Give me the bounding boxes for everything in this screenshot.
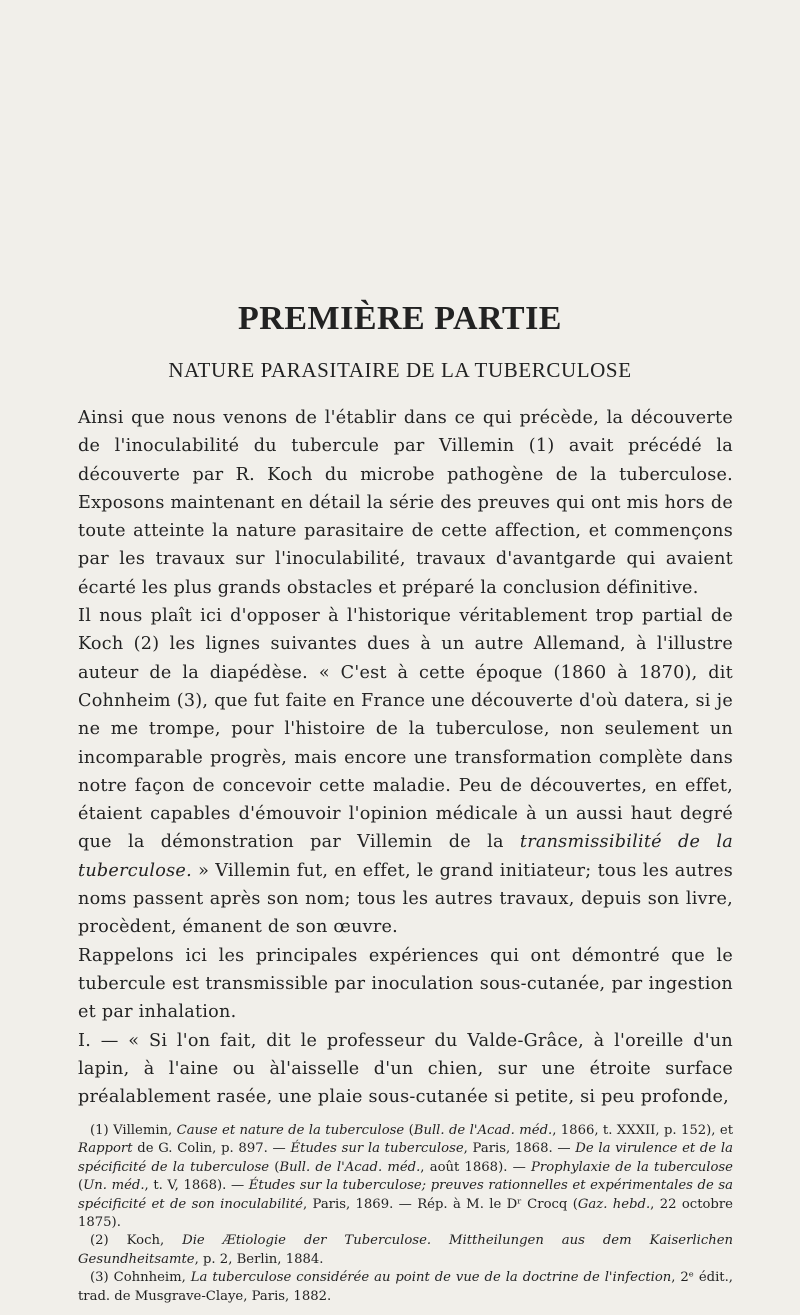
paragraph-1: Ainsi que nous venons de l'établir dans ce qui précède, la découverte de l'inoculabilité du tubercule par Villemin (1) avait précédé la découverte par R. Koch du microbe pathogène de la tuberculose. Exposons maintenant en détail la série des preuves qui ont mis hors de toute atteinte la nature parasitaire de cette affection, et commençons par les travaux sur l'inoculabilité, travaux d'avantgarde qui avaient écarté les plus grands obstacles et préparé la conclusion définitive. [78, 408, 733, 598]
footnote-2 [78, 1232, 733, 1269]
footnote-1-title: Bull. de l'Acad. méd. [413, 1123, 553, 1138]
footnote-1-title: Rapport [78, 1141, 133, 1157]
footnote-1-text: ( [404, 1123, 414, 1138]
footnote-2-text: (2) Koch, [90, 1233, 183, 1249]
footnote-1-text: , 22 octobre 1875). [78, 1196, 733, 1231]
footnote-1 [78, 1122, 733, 1232]
footnote-2-text: , p. 2, Berlin, 1884. [194, 1251, 324, 1267]
footnote-1-text: , t. V, 1868). — [144, 1178, 249, 1194]
paragraph-2-text-a: Il nous plaît ici d'opposer à l'historique véritablement trop partial de Koch (2) les lignes suivantes dues à un autre Allemand, à l'illustre auteur de la diapédèse. « C'est à cette époque (1860 à 1870), dit Cohnheim (3), que fut faite en France une découverte d'où datera, si je ne me trompe, pour l'histoire de la tuberculose, non seulement un incomparable progrès, mais encore une transformation complète dans notre façon de concevoir cette maladie. Peu de découvertes, en effet, étaient capables d'émouvoir l'opinion médicale à un aussi haut degré que la démonstration par Villemin de la [78, 606, 733, 853]
footnote-3-text: , 2ᵉ édit., trad. de Musgrave-Claye, Paris, 1882. [78, 1270, 733, 1304]
footnote-1-title: Études sur la tuberculose [290, 1141, 464, 1157]
footnotes [78, 1122, 733, 1306]
paragraph-2-emphasis: transmissibilité de la tuberculose. [78, 832, 733, 881]
footnote-3 [78, 1269, 733, 1306]
footnote-1-text: ( [269, 1159, 280, 1175]
footnote-1-text: , Paris, 1868. — [463, 1141, 576, 1157]
paragraph-2 [78, 602, 733, 942]
footnote-1-title: De la virulence et de la spécificité de la tuberculose [78, 1141, 733, 1175]
footnote-3-title: La tuberculose considérée au point de vue de la doctrine de l'infection [190, 1270, 672, 1286]
footnote-1-text: , août 1868). — [420, 1159, 532, 1175]
footnote-3-text: (3) Cohnheim, [90, 1270, 191, 1286]
footnote-1-title: Gaz. hebd. [577, 1196, 651, 1212]
footnote-1-title: Prophylaxie de la tuberculose [531, 1159, 733, 1175]
footnote-1-title: Bull. de l'Acad. méd. [279, 1159, 421, 1175]
footnote-1-title: Cause et nature de la tuberculose [176, 1123, 405, 1138]
footnote-1-text: (1) Villemin, [90, 1123, 177, 1138]
footnote-2-title: Die Ætiologie der Tuberculose. Mittheilungen aus dem Kaiserlichen Gesundheitsamte [78, 1233, 734, 1267]
part-title: PREMIÈRE PARTIE [238, 300, 562, 337]
chapter-title: NATURE PARASITAIRE DE LA TUBERCULOSE [168, 358, 632, 382]
footnote-1-text: ( [78, 1178, 84, 1194]
footnote-1-title: Un. méd. [83, 1178, 145, 1194]
paragraph-2-text-b: » Villemin fut, en effet, le grand initiateur; tous les autres noms passent après son nom; tous les autres travaux, depuis son livre, procèdent, émanent de son œuvre. [78, 860, 733, 938]
footnote-1-text: , 1866, t. XXXII, p. 152), et [552, 1123, 733, 1138]
footnote-1-title: Études sur la tuberculose; preuves rationnelles et expérimentales de sa spécificité et de son inoculabilité [78, 1178, 733, 1212]
paragraph-3: Rappelons ici les principales expériences qui ont démontré que le tubercule est transmissible par inoculation sous-cutanée, par ingestion et par inhalation. [78, 945, 733, 1023]
body-text [78, 404, 733, 1111]
footnote-1-text: de G. Colin, p. 897. — [132, 1141, 291, 1157]
footnote-1-text: , Paris, 1869. — Rép. à M. le Dʳ Crocq ( [302, 1196, 578, 1212]
paragraph-4: I. — « Si l'on fait, dit le professeur du Valde-Grâce, à l'oreille d'un lapin, à l'aine ou àl'aisselle d'un chien, sur une étroite surface préalablement rasée, une plaie sous-cutanée si petite, si peu profonde, [78, 1030, 733, 1108]
